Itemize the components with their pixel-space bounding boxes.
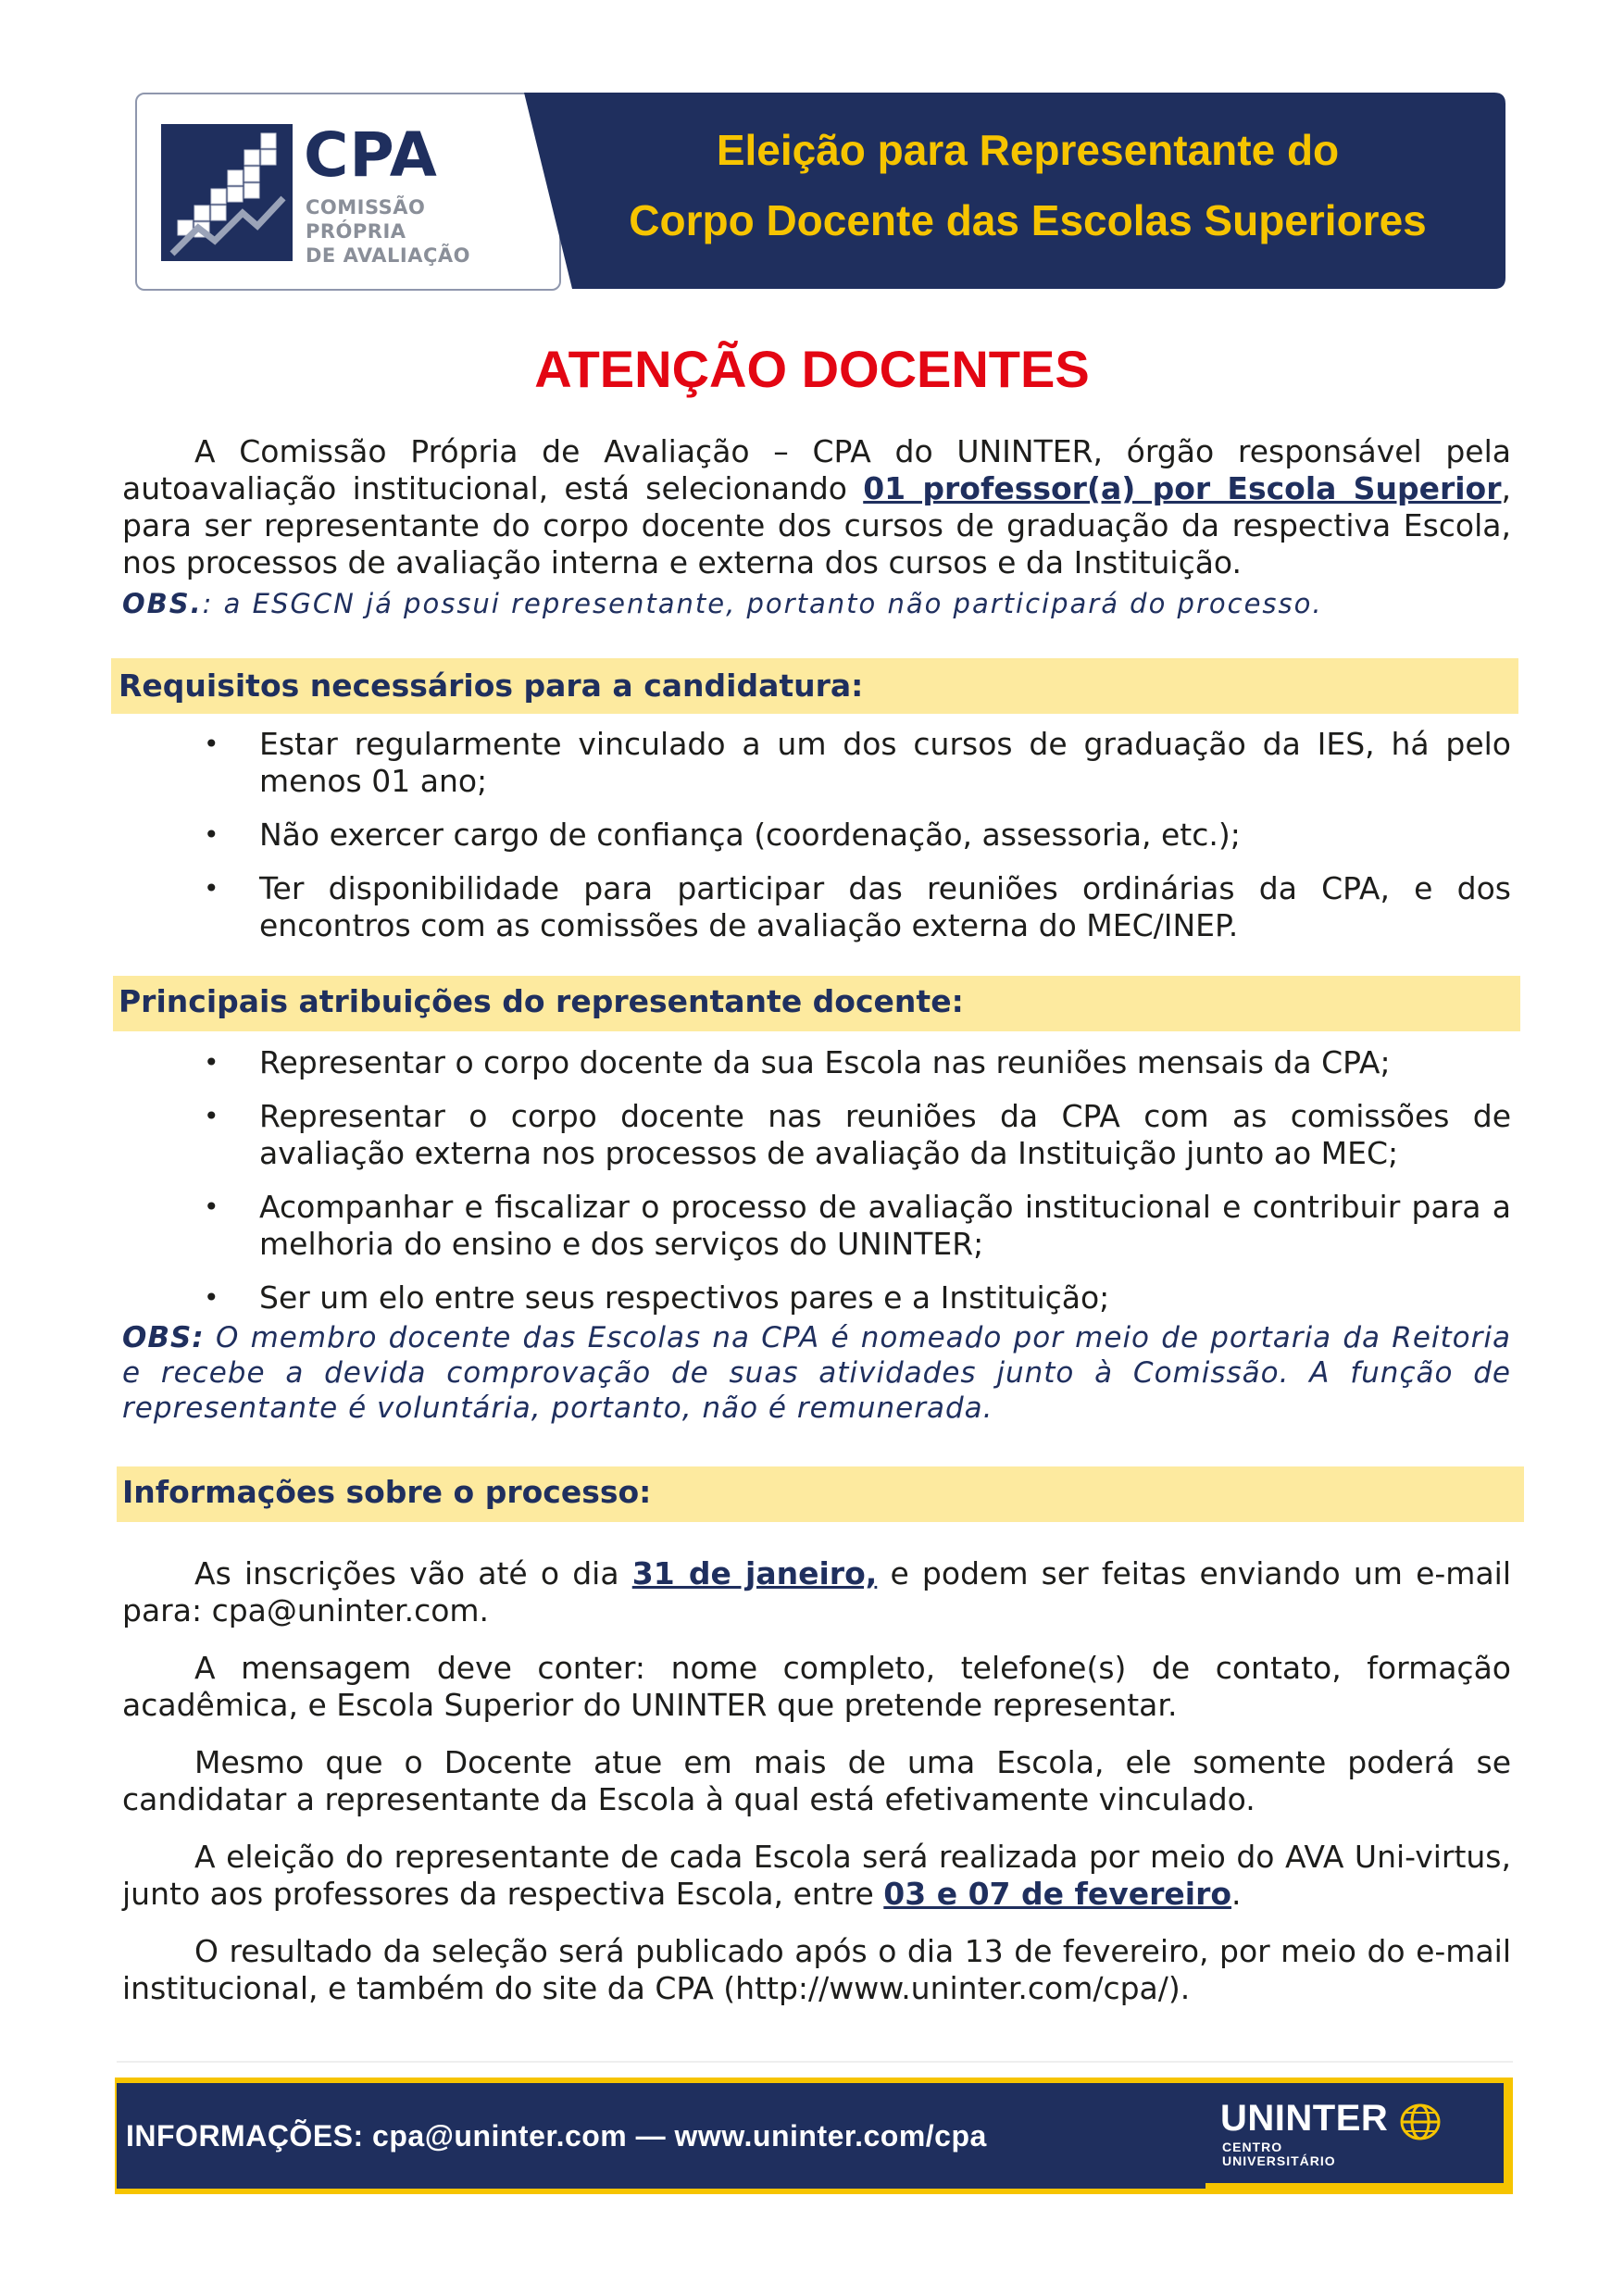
p4-text: A eleição do representante de cada Escola será realizada por meio do AVA Uni-virtus, junto aos professores da respectiva Escola, entre bbox=[122, 1839, 1511, 1912]
obs2-label: OBS: bbox=[122, 1321, 205, 1354]
banner-title bbox=[574, 115, 1481, 256]
intro-text-end: , para ser representante do corpo docente dos cursos de graduação da respectiva Escola, nos processos de avaliação interna e externa dos cursos e da Instituição. bbox=[122, 470, 1511, 580]
footer-divider bbox=[117, 2061, 1513, 2063]
list-item bbox=[122, 1279, 1511, 1316]
list-item-text: Representar o corpo docente nas reuniões da CPA com as comissões de avaliação externa nos processos de avaliação da Instituição junto ao MEC; bbox=[259, 1098, 1511, 1171]
page-title: ATENÇÃO DOCENTES bbox=[534, 340, 1090, 398]
p1-deadline: 31 de janeiro, bbox=[631, 1555, 878, 1591]
footer-contact: INFORMAÇÕES: cpa@uninter.com — www.uninter.com/cpa bbox=[126, 2119, 987, 2152]
process-paragraph-2: A mensagem deve conter: nome completo, telefone(s) de contato, formação acadêmica, e Escola Superior do UNINTER que pretende representar. bbox=[122, 1650, 1511, 1723]
requirements-title: Requisitos necessários para a candidatura: bbox=[119, 668, 864, 704]
obs2-text: O membro docente das Escolas na CPA é nomeado por meio de portaria da Reitoria e recebe a devida comprovação de suas atividades junto à Comissão. A função de representante é voluntária, portanto, não é remunerada. bbox=[122, 1321, 1511, 1425]
attributions-list bbox=[122, 1044, 1511, 1333]
p1-text-end: e podem ser feitas enviando um e-mail para: cpa@uninter.com. bbox=[122, 1555, 1512, 1628]
obs-note-2 bbox=[122, 1320, 1511, 1426]
process-title: Informações sobre o processo: bbox=[122, 1474, 652, 1510]
globe-icon bbox=[1398, 2102, 1443, 2142]
obs-label: OBS. bbox=[122, 588, 203, 619]
process-paragraph-3: Mesmo que o Docente atue em mais de uma Escola, ele somente poderá se candidatar a representante da Escola à qual está efetivamente vinculado. bbox=[122, 1744, 1511, 1817]
bullet-icon: • bbox=[204, 1282, 219, 1313]
bullet-icon: • bbox=[204, 1047, 219, 1078]
p1-text: As inscrições vão até o dia bbox=[194, 1555, 632, 1591]
list-item-text: Representar o corpo docente da sua Escola nas reuniões mensais da CPA; bbox=[259, 1044, 1391, 1080]
logo-subtitle-line2: DE AVALIAÇÃO bbox=[306, 244, 470, 267]
logo-acronym: CPA bbox=[304, 119, 438, 191]
list-item bbox=[122, 1044, 1511, 1081]
logo-subtitle-line1: COMISSÃO PRÓPRIA bbox=[306, 196, 426, 243]
list-item bbox=[122, 1098, 1511, 1172]
bullet-icon: • bbox=[204, 819, 219, 850]
list-item-text: Ter disponibilidade para participar das reuniões ordinárias da CPA, e dos encontros com as comissões de avaliação externa do MEC/INEP. bbox=[259, 870, 1511, 943]
intro-text: A Comissão Própria de Avaliação – CPA do UNINTER, órgão responsável pela autoavaliação institucional, está selecionando bbox=[122, 433, 1511, 506]
bullet-icon: • bbox=[204, 1192, 219, 1222]
logo-subtitle bbox=[306, 195, 528, 268]
bullet-icon: • bbox=[204, 1101, 219, 1131]
bullet-icon: • bbox=[204, 729, 219, 759]
list-item-text: Ser um elo entre seus respectivos pares e a Instituição; bbox=[259, 1279, 1110, 1316]
banner-title-line2: Corpo Docente das Escolas Superiores bbox=[629, 196, 1427, 244]
banner-title-line1: Eleição para Representante do bbox=[716, 126, 1340, 174]
list-item-text: Acompanhar e fiscalizar o processo de avaliação institucional e contribuir para a melhoria do ensino e dos serviços do UNINTER; bbox=[259, 1189, 1511, 1262]
attributions-title: Principais atribuições do representante docente: bbox=[119, 983, 964, 1019]
obs-text: : a ESGCN já possui representante, portanto não participará do processo. bbox=[202, 588, 1323, 619]
requirements-list bbox=[122, 726, 1511, 961]
uninter-sub-line1: CENTRO bbox=[1222, 2140, 1283, 2154]
obs-note-1 bbox=[122, 585, 1511, 622]
intro-paragraph bbox=[122, 433, 1511, 581]
bullet-icon: • bbox=[204, 873, 219, 904]
uninter-logo-subtitle bbox=[1222, 2140, 1336, 2168]
list-item bbox=[122, 817, 1511, 854]
cpa-logo-icon bbox=[161, 124, 293, 261]
intro-highlight: 01 professor(a) por Escola Superior bbox=[863, 470, 1502, 506]
process-paragraph-4 bbox=[122, 1839, 1511, 1913]
p4-text-end: . bbox=[1231, 1876, 1242, 1912]
uninter-logo: UNINTER bbox=[1220, 2098, 1389, 2139]
p4-dates: 03 e 07 de fevereiro bbox=[883, 1876, 1232, 1912]
list-item bbox=[122, 726, 1511, 800]
process-paragraph-5: O resultado da seleção será publicado após o dia 13 de fevereiro, por meio do e-mail institucional, e também do site da CPA (http://www.uninter.com/cpa/). bbox=[122, 1933, 1511, 2006]
list-item bbox=[122, 1189, 1511, 1263]
process-paragraph-1 bbox=[122, 1555, 1511, 1629]
uninter-sub-line2: UNIVERSITÁRIO bbox=[1222, 2153, 1336, 2168]
list-item-text: Estar regularmente vinculado a um dos cursos de graduação da IES, há pelo menos 01 ano; bbox=[259, 726, 1511, 799]
list-item-text: Não exercer cargo de confiança (coordenação, assessoria, etc.); bbox=[259, 817, 1241, 853]
list-item bbox=[122, 870, 1511, 944]
